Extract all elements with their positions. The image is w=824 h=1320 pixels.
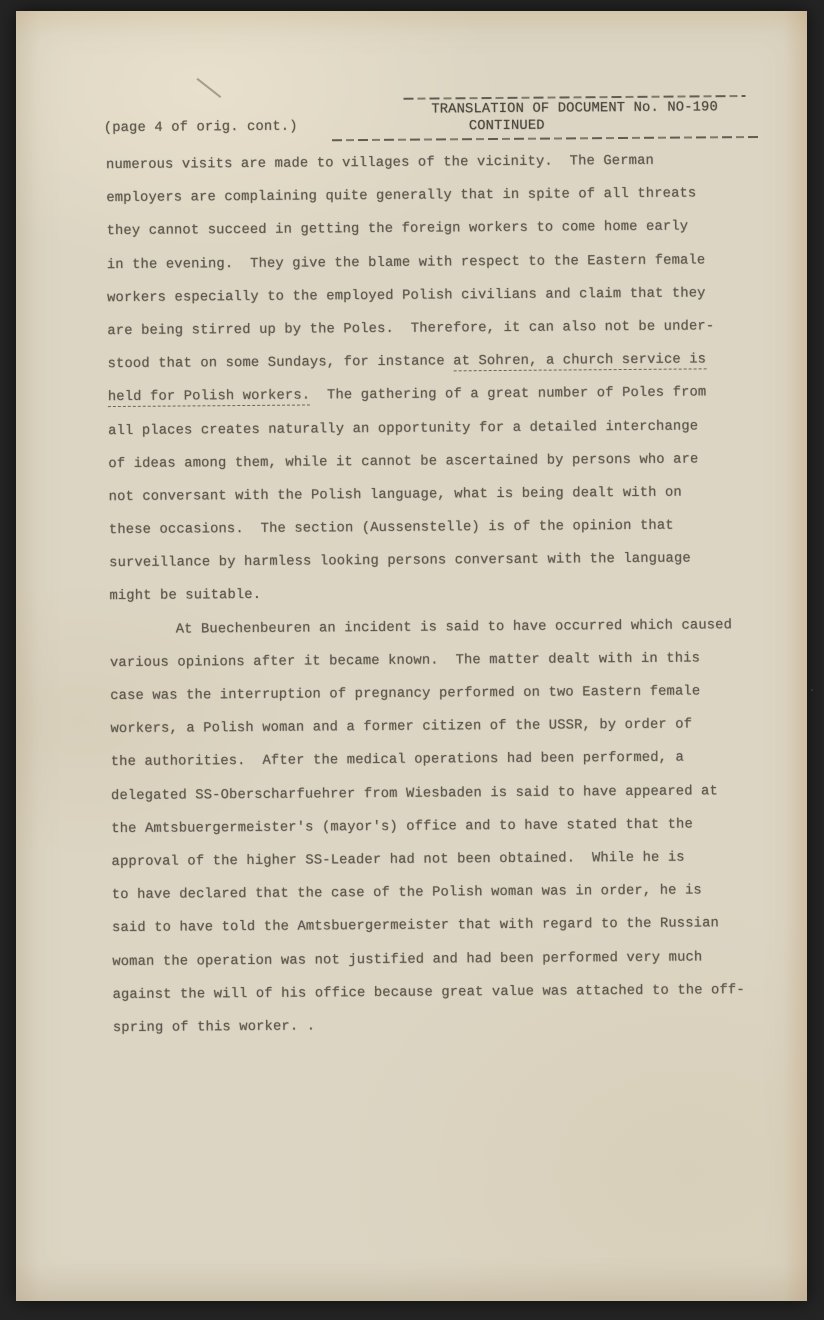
typed-line: delegated SS-Oberscharfuehrer from Wiesbaden is said to have appeared at bbox=[110, 783, 718, 804]
typed-segment: stood that on some Sundays, for instance bbox=[107, 354, 454, 373]
document-body bbox=[106, 152, 763, 1053]
typed-line: the Amtsbuergermeister's (mayor's) office and to have stated that the bbox=[111, 817, 693, 837]
typed-line: surveillance by harmless looking persons conversant with the language bbox=[109, 551, 691, 572]
typed-line: employers are complaining quite generally that in spite of all threats bbox=[106, 186, 697, 207]
document-page bbox=[16, 11, 807, 1301]
typed-line: approval of the higher SS-Leader had not been obtained. While he is bbox=[111, 850, 685, 870]
stamp-title: TRANSLATION OF DOCUMENT No. NO-190 bbox=[431, 100, 718, 118]
typed-line: in the evening. They give the blame with respect to the Eastern female bbox=[106, 252, 706, 273]
typed-line: the authorities. After the medical operations had been performed, a bbox=[110, 750, 684, 771]
typed-line: various opinions after it became known. The matter dealt with in this bbox=[109, 651, 701, 671]
typed-line: against the will of his office because great value was attached to the off- bbox=[112, 982, 745, 1003]
typed-line bbox=[108, 384, 758, 422]
typed-segment: The gathering of a great number of Poles from bbox=[310, 385, 707, 404]
typed-line: to have declared that the case of the Polish woman was in order, he is bbox=[111, 883, 702, 904]
typed-line: woman the operation was not justified and had been performed very much bbox=[112, 949, 703, 970]
typed-line bbox=[108, 351, 758, 389]
typed-line: spring of this worker. . bbox=[112, 1019, 316, 1036]
typed-line-paragraph-start: At Buechenbeuren an incident is said to have occurred which caused bbox=[175, 617, 733, 638]
typed-line: case was the interruption of pregnancy performed on two Eastern female bbox=[110, 684, 701, 705]
translation-stamp bbox=[404, 94, 746, 141]
underlined-text: at Sohren, a church service is bbox=[453, 352, 707, 370]
typed-line: workers especially to the employed Polish civilians and claim that they bbox=[107, 286, 706, 306]
typed-line: numerous visits are made to villages of the vicinity. The German bbox=[105, 153, 654, 174]
typed-line: all places creates naturally an opportunity for a detailed interchange bbox=[108, 418, 699, 439]
page-note: (page 4 of orig. cont.) bbox=[103, 119, 298, 137]
stamp-rule-bottom bbox=[332, 135, 760, 141]
typed-line: said to have told the Amtsbuergermeister that with regard to the Russian bbox=[111, 916, 720, 937]
stamp-continued: CONTINUED bbox=[468, 118, 545, 135]
typed-line: workers, a Polish woman and a former citizen of the USSR, by order of bbox=[110, 717, 693, 738]
typed-line: of ideas among them, while it cannot be ascertained by persons who are bbox=[108, 452, 699, 472]
typed-line: these occasions. The section (Aussenstelle) is of the opinion that bbox=[108, 518, 674, 539]
underlined-text: held for Polish workers. bbox=[107, 388, 311, 406]
typed-line: might be suitable. bbox=[109, 588, 262, 605]
typed-line: not conversant with the Polish language, what is being dealt with on bbox=[108, 485, 682, 505]
typed-line: they cannot succeed in getting the foreign workers to come home early bbox=[106, 219, 689, 240]
typed-line: are being stirred up by the Poles. Therefore, it can also not be under- bbox=[107, 319, 715, 340]
